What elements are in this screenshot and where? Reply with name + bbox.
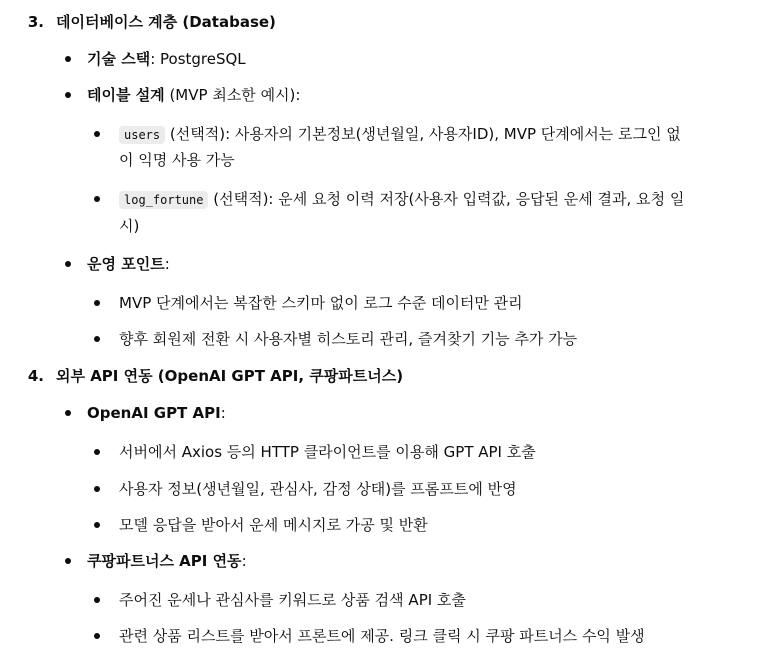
log-fortune-line-2: 시) [119,217,140,235]
coupang-point-2: 관련 상품 리스트를 받아서 프론트에 제공. 링크 클릭 시 쿠팡 파트너스 수익 발생 [119,627,645,645]
ops-point-2: 향후 회원제 전환 시 사용자별 히스토리 관리, 즐겨찾기 기능 추가 가능 [119,330,578,348]
users-table-line-1 [119,124,681,145]
bullet [94,131,100,137]
coupang-item [87,551,247,571]
ops-label: 운영 포인트 [87,255,165,273]
bullet [94,522,100,528]
tech-stack-value: : PostgreSQL [150,50,246,68]
bullet [94,486,100,492]
bullet [65,558,71,564]
ops-item [87,254,170,274]
log-fortune-code: log_fortune [119,191,208,209]
section-4-title: 외부 API 연동 (OpenAI GPT API, 쿠팡파트너스) [56,367,404,385]
bullet [94,336,100,342]
openai-point-1: 서버에서 Axios 등의 HTTP 클라이언트를 이용해 GPT API 호출 [119,443,536,461]
table-design-suffix: (MVP 최소한 예시): [164,86,301,104]
users-code: users [119,126,165,144]
bullet [65,261,71,267]
openai-suffix: : [220,404,226,422]
bullet [65,92,71,98]
bullet [65,56,71,62]
ops-point-1: MVP 단계에서는 복잡한 스키마 없이 로그 수준 데이터만 관리 [119,294,523,312]
openai-label: OpenAI GPT API [87,404,221,422]
coupang-point-1: 주어진 운세나 관심사를 키워드로 상품 검색 API 호출 [119,591,466,609]
tech-stack-item [87,49,246,69]
openai-item [87,403,226,423]
bullet [94,300,100,306]
openai-point-3: 모델 응답을 받아서 운세 메시지로 가공 및 반환 [119,516,428,534]
section-4-number: 4. [27,367,44,385]
bullet [94,597,100,603]
coupang-suffix: : [241,552,247,570]
bullet [94,449,100,455]
coupang-label: 쿠팡파트너스 API 연동 [87,552,242,570]
table-design-item [87,85,300,105]
users-description: (선택적): 사용자의 기본정보(생년월일, 사용자ID), MVP 단계에서는 로그인 없 [165,125,681,143]
log-fortune-description: (선택적): 운세 요청 이력 저장(사용자 입력값, 응답된 운세 결과, 요청 일 [208,190,685,208]
bullet [94,196,100,202]
tech-stack-label: 기술 스택 [87,50,151,68]
section-3-number: 3. [27,13,44,31]
openai-point-2: 사용자 정보(생년월일, 관심사, 감정 상태)를 프롬프트에 반영 [119,480,517,498]
bullet [94,633,100,639]
table-design-label: 테이블 설계 [87,86,165,104]
users-table-line-2: 이 익명 사용 가능 [119,151,235,169]
bullet [65,410,71,416]
section-3-title: 데이터베이스 계층 (Database) [56,13,276,31]
ops-suffix: : [164,255,170,273]
log-fortune-line-1 [119,189,684,210]
